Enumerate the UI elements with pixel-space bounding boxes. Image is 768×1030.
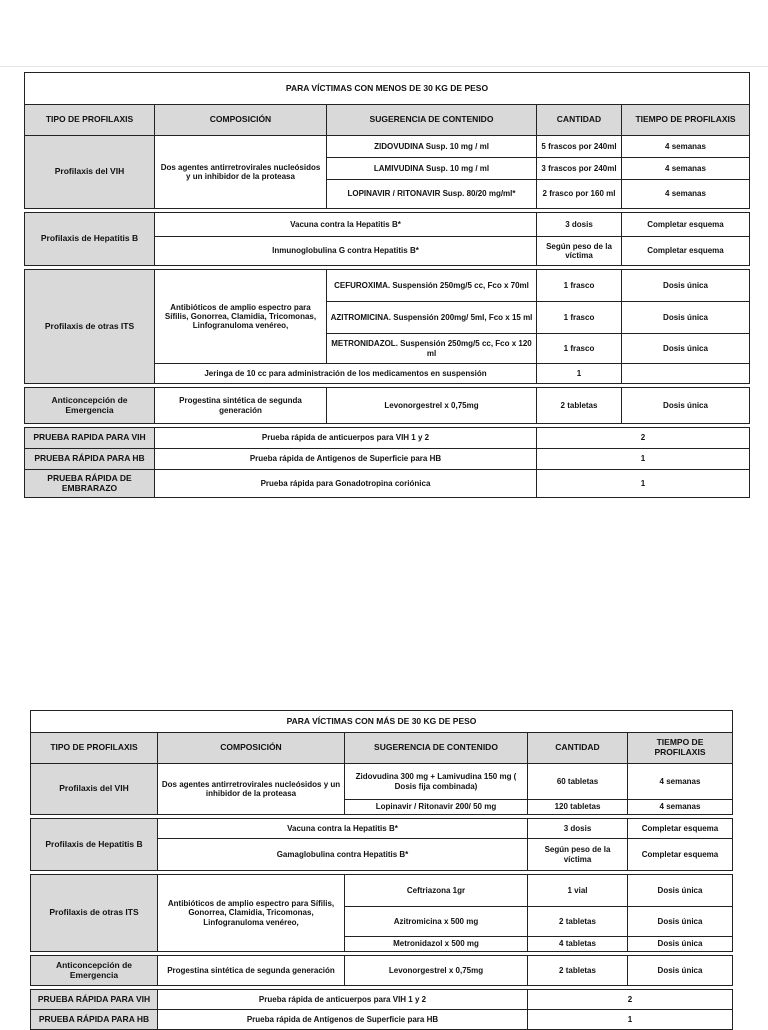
quantity-cell: 2 tabletas (537, 388, 622, 424)
header-tipo: TIPO DE PROFILAXIS (31, 733, 158, 764)
time-cell: Dosis única (628, 937, 733, 952)
quantity-cell: 1 frasco (537, 334, 622, 364)
content-cell: Azitromicina x 500 mg (345, 907, 528, 937)
quantity-cell: 2 tabletas (528, 907, 628, 937)
row-label-test-embarazo: PRUEBA RÁPIDA DE EMBRARAZO (25, 470, 155, 498)
content-cell: Inmunoglobulina G contra Hepatitis B* (155, 237, 537, 266)
time-cell: Dosis única (628, 875, 733, 907)
row-label-hepb: Profilaxis de Hepatitis B (31, 819, 158, 871)
table-under-30kg (24, 72, 750, 498)
content-cell: Zidovudina 300 mg + Lamivudina 150 mg ( Dosis fija combinada) (345, 764, 528, 800)
row-label-anticoncepcion: Anticoncepción de Emergencia (31, 956, 158, 986)
quantity-cell: Según peso de la víctima (528, 839, 628, 871)
composition-anticoncepcion: Progestina sintética de segunda generación (158, 956, 345, 986)
content-cell: Levonorgestrel x 0,75mg (327, 388, 537, 424)
composition-anticoncepcion: Progestina sintética de segunda generación (155, 388, 327, 424)
content-cell: Vacuna contra la Hepatitis B* (158, 819, 528, 839)
table-title: PARA VÍCTIMAS CON MENOS DE 30 KG DE PESO (25, 73, 750, 105)
content-cell: Prueba rápida de Antigenos de Superficie para HB (155, 449, 537, 470)
content-cell: LAMIVUDINA Susp. 10 mg / ml (327, 158, 537, 180)
content-cell: ZIDOVUDINA Susp. 10 mg / ml (327, 136, 537, 158)
row-label-test-vih: PRUEBA RÁPIDA PARA VIH (31, 990, 158, 1010)
composition-vih: Dos agentes antirretrovirales nucleósidos y un inhibidor de la proteasa (155, 136, 327, 209)
row-label-test-hb: PRUEBA RÁPIDA PARA HB (25, 449, 155, 470)
row-label-vih: Profilaxis del VIH (31, 764, 158, 815)
content-cell: Prueba rápida de anticuerpos para VIH 1 y 2 (158, 990, 528, 1010)
table-title: PARA VÍCTIMAS CON MÁS DE 30 KG DE PESO (31, 711, 733, 733)
content-cell: Prueba rápida para Gonadotropina coriónica (155, 470, 537, 498)
row-label-anticoncepcion: Anticoncepción de Emergencia (25, 388, 155, 424)
time-cell: 4 semanas (622, 180, 750, 209)
quantity-cell: 4 tabletas (528, 937, 628, 952)
time-cell: 4 semanas (628, 764, 733, 800)
header-tiempo: TIEMPO DE PROFILAXIS (628, 733, 733, 764)
header-cantidad: CANTIDAD (528, 733, 628, 764)
content-cell: Metronidazol x 500 mg (345, 937, 528, 952)
content-cell: CEFUROXIMA. Suspensión 250mg/5 cc, Fco x 70ml (327, 270, 537, 302)
header-tipo: TIPO DE PROFILAXIS (25, 105, 155, 136)
quantity-cell: 1 (528, 1010, 733, 1030)
row-label-test-hb: PRUEBA RÁPIDA PARA HB (31, 1010, 158, 1030)
quantity-cell: 1 (537, 364, 622, 384)
quantity-cell: 1 (537, 470, 750, 498)
content-cell: Vacuna contra la Hepatitis B* (155, 213, 537, 237)
time-cell: 4 semanas (622, 136, 750, 158)
quantity-cell: 3 dosis (537, 213, 622, 237)
header-tiempo: TIEMPO DE PROFILAXIS (622, 105, 750, 136)
quantity-cell: 2 frasco por 160 ml (537, 180, 622, 209)
content-cell: Levonorgestrel x 0,75mg (345, 956, 528, 986)
composition-vih: Dos agentes antirretrovirales nucleósidos y un inhibidor de la proteasa (158, 764, 345, 815)
quantity-cell: 1 frasco (537, 302, 622, 334)
composition-its: Antibióticos de amplio espectro para Sífilis, Gonorrea, Clamidia, Tricomonas, Linfogranuloma venéreo, (158, 875, 345, 952)
time-cell: Dosis única (622, 302, 750, 334)
top-divider (0, 66, 768, 67)
quantity-cell: Según peso de la víctima (537, 237, 622, 266)
quantity-cell: 2 (537, 428, 750, 449)
content-cell: Prueba rápida de anticuerpos para VIH 1 y 2 (155, 428, 537, 449)
time-cell: Completar esquema (622, 237, 750, 266)
quantity-cell: 2 tabletas (528, 956, 628, 986)
quantity-cell: 1 vial (528, 875, 628, 907)
content-cell: AZITROMICINA. Suspensión 200mg/ 5ml, Fco x 15 ml (327, 302, 537, 334)
time-cell: Dosis única (628, 956, 733, 986)
row-label-hepb: Profilaxis de Hepatitis B (25, 213, 155, 266)
quantity-cell: 3 dosis (528, 819, 628, 839)
header-composicion: COMPOSICIÓN (158, 733, 345, 764)
content-cell: Ceftriazona 1gr (345, 875, 528, 907)
content-cell: LOPINAVIR / RITONAVIR Susp. 80/20 mg/ml* (327, 180, 537, 209)
syringe-cell: Jeringa de 10 cc para administración de los medicamentos en suspensión (155, 364, 537, 384)
table-over-30kg (30, 710, 733, 1030)
header-contenido: SUGERENCIA DE CONTENIDO (345, 733, 528, 764)
time-cell: Completar esquema (622, 213, 750, 237)
quantity-cell: 3 frascos por 240ml (537, 158, 622, 180)
header-cantidad: CANTIDAD (537, 105, 622, 136)
quantity-cell: 5 frascos por 240ml (537, 136, 622, 158)
time-cell: Completar esquema (628, 819, 733, 839)
row-label-its: Profilaxis de otras ITS (25, 270, 155, 384)
quantity-cell: 1 frasco (537, 270, 622, 302)
time-cell: 4 semanas (622, 158, 750, 180)
time-cell: Dosis única (622, 270, 750, 302)
content-cell: METRONIDAZOL. Suspensión 250mg/5 cc, Fco x 120 ml (327, 334, 537, 364)
header-contenido: SUGERENCIA DE CONTENIDO (327, 105, 537, 136)
row-label-test-vih: PRUEBA RAPIDA PARA VIH (25, 428, 155, 449)
time-cell: Dosis única (622, 388, 750, 424)
time-cell: Completar esquema (628, 839, 733, 871)
quantity-cell: 1 (537, 449, 750, 470)
time-cell: Dosis única (622, 334, 750, 364)
time-cell: Dosis única (628, 907, 733, 937)
time-cell: 4 semanas (628, 800, 733, 815)
content-cell: Gamaglobulina contra Hepatitis B* (158, 839, 528, 871)
time-cell (622, 364, 750, 384)
content-cell: Prueba rápida de Antígenos de Superficie para HB (158, 1010, 528, 1030)
composition-its: Antibióticos de amplio espectro para Sífilis, Gonorrea, Clamidia, Tricomonas, Linfogranuloma venéreo, (155, 270, 327, 364)
content-cell: Lopinavir / Ritonavir 200/ 50 mg (345, 800, 528, 815)
quantity-cell: 120 tabletas (528, 800, 628, 815)
header-composicion: COMPOSICIÓN (155, 105, 327, 136)
row-label-vih: Profilaxis del VIH (25, 136, 155, 209)
quantity-cell: 2 (528, 990, 733, 1010)
row-label-its: Profilaxis de otras ITS (31, 875, 158, 952)
quantity-cell: 60 tabletas (528, 764, 628, 800)
